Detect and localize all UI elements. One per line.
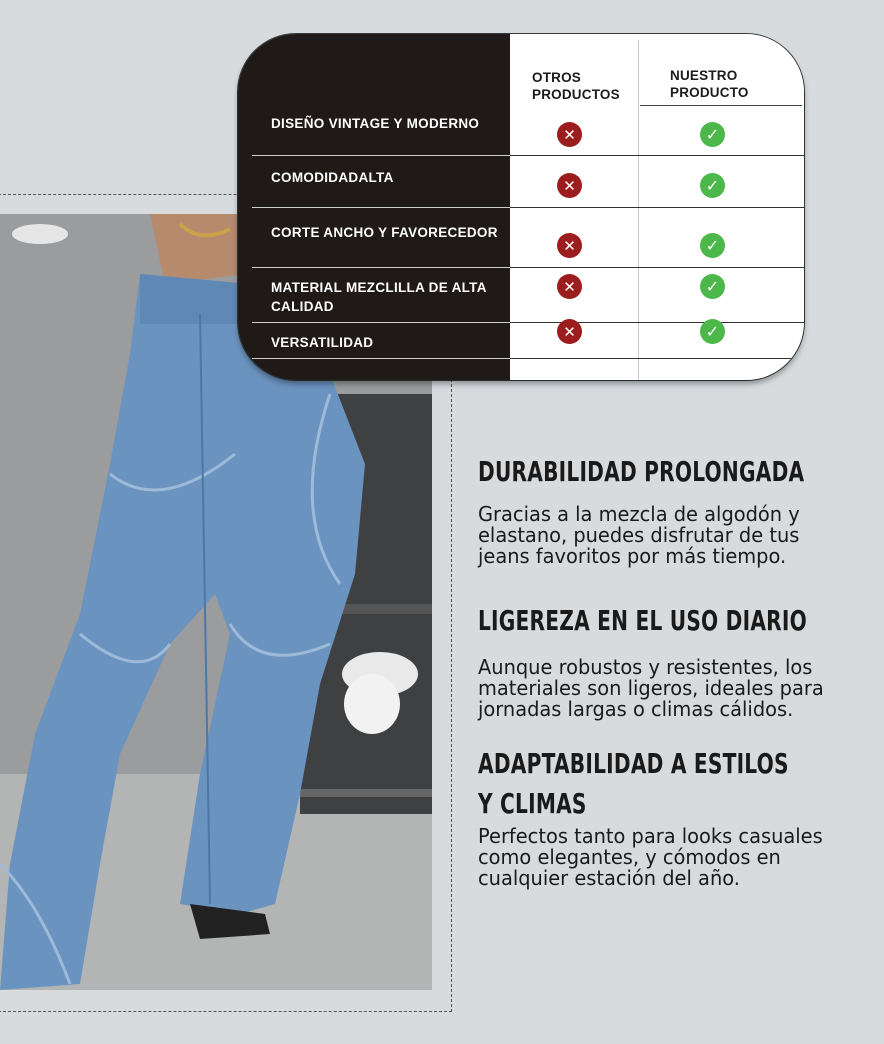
comparison-columns: [510, 34, 804, 380]
feature-title: DURABILIDAD PROLONGADA: [478, 455, 805, 488]
row-divider: [252, 207, 510, 208]
x-circle-icon: ✕: [557, 274, 582, 299]
header-underline: [640, 105, 802, 106]
row-divider: [510, 322, 804, 323]
header-other-products: OTROS PRODUCTOS: [532, 70, 620, 102]
feature-lightness: [478, 601, 868, 720]
row-divider: [252, 322, 510, 323]
row-divider: [510, 207, 804, 208]
row-label-comfort: COMODIDADALTA: [271, 170, 394, 185]
check-circle-icon: ✓: [700, 319, 725, 344]
feature-title: ADAPTABILIDAD A ESTILOS Y CLIMAS: [478, 747, 789, 820]
x-circle-icon: ✕: [557, 122, 582, 147]
feature-title: LIGEREZA EN EL USO DIARIO: [478, 604, 807, 637]
row-divider: [510, 155, 804, 156]
row-label-material: MATERIAL MEZCLILLA DE ALTA CALIDAD: [271, 280, 487, 314]
row-divider: [252, 358, 510, 359]
header-our-product: NUESTRO PRODUCTO: [670, 68, 749, 100]
row-divider: [510, 358, 804, 359]
row-divider: [252, 155, 510, 156]
row-divider: [252, 267, 510, 268]
x-circle-icon: ✕: [557, 319, 582, 344]
row-label-design: DISEÑO VINTAGE Y MODERNO: [271, 116, 480, 131]
x-circle-icon: ✕: [557, 233, 582, 258]
feature-description: Aunque robustos y resistentes, los materiales son ligeros, ideales para jornadas largas o climas cálidos.: [478, 655, 824, 721]
check-circle-icon: ✓: [700, 173, 725, 198]
column-divider: [638, 40, 639, 380]
row-divider: [510, 267, 804, 268]
feature-description: Perfectos tanto para looks casuales como elegantes, y cómodos en cualquier estación del año.: [478, 824, 823, 890]
check-circle-icon: ✓: [700, 122, 725, 147]
feature-adaptability: [478, 744, 868, 889]
x-circle-icon: ✕: [557, 173, 582, 198]
feature-list: [478, 452, 868, 889]
row-label-cut: CORTE ANCHO Y FAVORECEDOR: [271, 225, 498, 240]
feature-durability: [478, 452, 868, 567]
row-label-versatility: VERSATILIDAD: [271, 335, 374, 350]
comparison-table: [238, 34, 804, 380]
check-circle-icon: ✓: [700, 233, 725, 258]
feature-description: Gracias a la mezcla de algodón y elastano, puedes disfrutar de tus jeans favoritos por más tiempo.: [478, 502, 800, 568]
feature-labels-panel: [238, 34, 510, 380]
check-circle-icon: ✓: [700, 274, 725, 299]
